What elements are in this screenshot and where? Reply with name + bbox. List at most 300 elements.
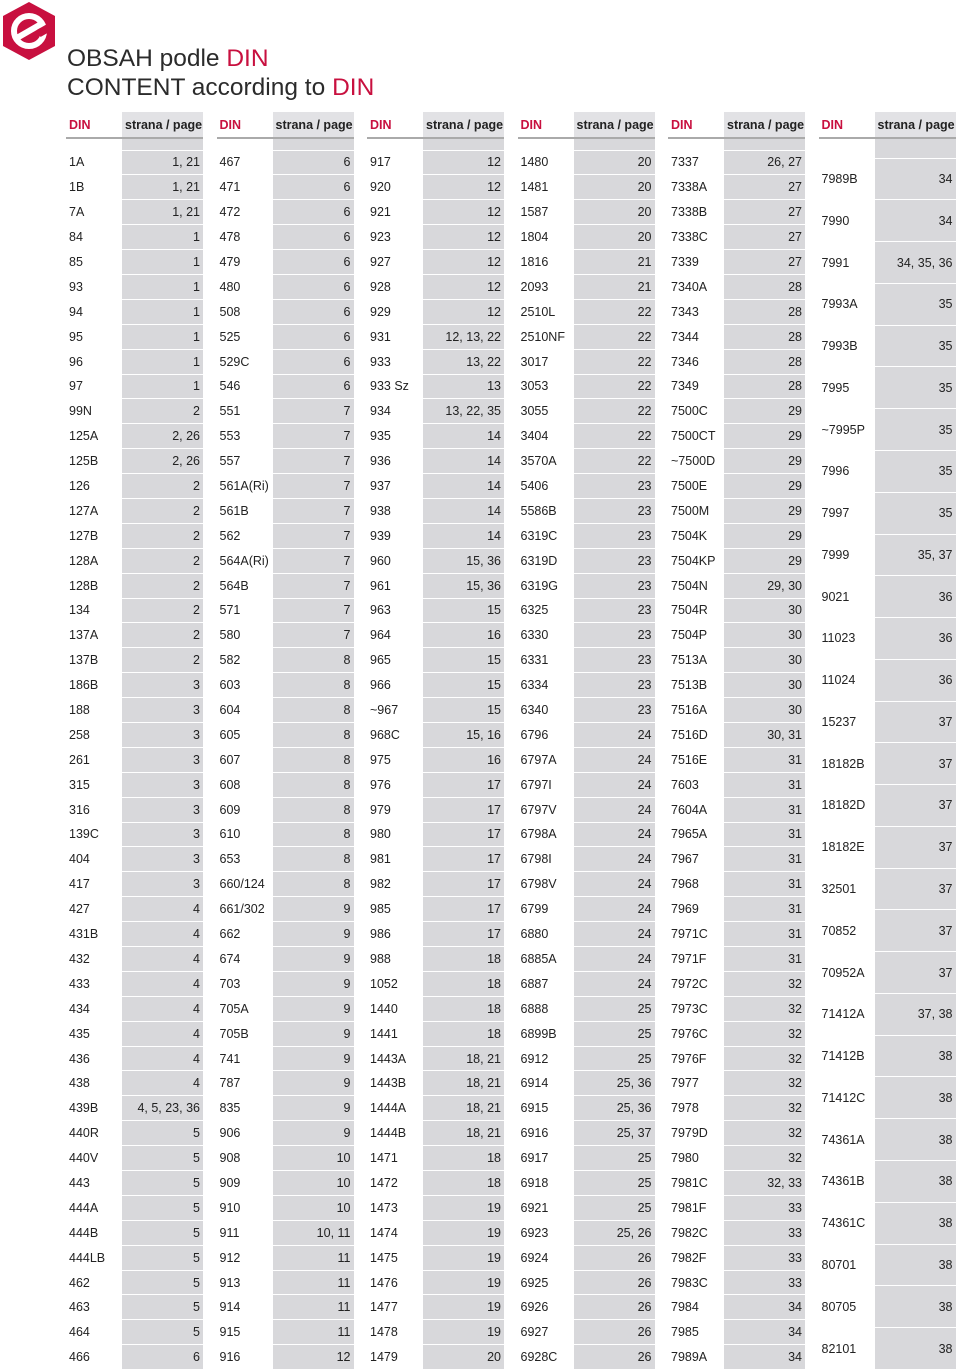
din-number-cell: 137A (66, 623, 122, 648)
page-number-cell: 8 (273, 872, 354, 897)
table-row (217, 1195, 354, 1220)
spacer-cell (122, 138, 203, 150)
din-number-cell: 472 (217, 200, 273, 225)
din-number-cell: 7976C (668, 1021, 724, 1046)
din-number-cell: 9021 (819, 576, 875, 618)
table-row (518, 822, 655, 847)
din-number-cell: 653 (217, 847, 273, 872)
table-row (66, 374, 203, 399)
page-number-cell: 29 (724, 399, 805, 424)
table-row (668, 1121, 805, 1146)
din-number-cell: 7982F (668, 1245, 724, 1270)
page-number-cell: 34 (875, 158, 956, 200)
table-row (668, 673, 805, 698)
table-row (668, 971, 805, 996)
page-number-cell: 2 (122, 623, 203, 648)
table-row (518, 1270, 655, 1295)
page-number-cell: 22 (574, 374, 655, 399)
din-number-cell: 95 (66, 324, 122, 349)
table-row (518, 747, 655, 772)
table-row (217, 747, 354, 772)
table-row (518, 498, 655, 523)
table-row (367, 772, 504, 797)
din-number-cell: 934 (367, 399, 423, 424)
page-number-cell: 8 (273, 797, 354, 822)
table-row (518, 1046, 655, 1071)
din-number-cell: 927 (367, 250, 423, 275)
page-number-cell: 35 (875, 325, 956, 367)
page-number-cell: 19 (423, 1195, 504, 1220)
table-row (217, 1021, 354, 1046)
page-number-cell: 8 (273, 698, 354, 723)
page-number-cell: 2 (122, 648, 203, 673)
table-row (66, 996, 203, 1021)
page-number-cell: 7 (273, 498, 354, 523)
din-number-cell: 7985 (668, 1320, 724, 1345)
page-number-cell: 19 (423, 1245, 504, 1270)
table-row (819, 1328, 956, 1370)
table-row (217, 299, 354, 324)
table-row (217, 150, 354, 175)
page-number-cell: 13 (423, 374, 504, 399)
din-table-column-2 (217, 112, 354, 1370)
table-row (668, 548, 805, 573)
table-row (518, 947, 655, 972)
table-row (668, 1071, 805, 1096)
din-number-cell: 963 (367, 598, 423, 623)
din-number-cell: 84 (66, 225, 122, 250)
table-row (819, 200, 956, 242)
din-number-cell: 705B (217, 1021, 273, 1046)
din-number-cell: 1443A (367, 1046, 423, 1071)
brand-logo-icon (0, 0, 58, 62)
din-number-cell: 571 (217, 598, 273, 623)
table-row (518, 971, 655, 996)
table-row (217, 1046, 354, 1071)
din-number-cell: 7504N (668, 573, 724, 598)
din-number-cell: 917 (367, 150, 423, 175)
table-row (518, 1071, 655, 1096)
table-row (819, 283, 956, 325)
table-row (66, 897, 203, 922)
table-row (518, 1320, 655, 1345)
din-number-cell: 7965A (668, 822, 724, 847)
din-number-cell: 7995 (819, 367, 875, 409)
table-row (518, 424, 655, 449)
page-number-cell: 37 (875, 785, 956, 827)
table-row (668, 1320, 805, 1345)
table-row (66, 1295, 203, 1320)
table-row (66, 847, 203, 872)
din-number-cell: 835 (217, 1096, 273, 1121)
page-number-cell: 7 (273, 548, 354, 573)
din-number-cell: 6923 (518, 1220, 574, 1245)
din-number-cell: 1443B (367, 1071, 423, 1096)
table-row (66, 474, 203, 499)
din-number-cell: 6917 (518, 1146, 574, 1171)
table-row (217, 722, 354, 747)
table-row (518, 225, 655, 250)
table-row (66, 250, 203, 275)
table-row (217, 498, 354, 523)
din-number-cell: 439B (66, 1096, 122, 1121)
table-row (668, 1021, 805, 1046)
din-number-cell: 128B (66, 573, 122, 598)
table-row (217, 847, 354, 872)
page-number-cell: 30 (724, 673, 805, 698)
table-row (66, 424, 203, 449)
page-number-cell: 12 (423, 299, 504, 324)
page-number-cell: 24 (574, 971, 655, 996)
din-table-column-5 (668, 112, 805, 1370)
din-number-cell: 3055 (518, 399, 574, 424)
table-row (66, 698, 203, 723)
din-number-cell: 564A(Ri) (217, 548, 273, 573)
page-number-cell: 19 (423, 1295, 504, 1320)
page-number-cell: 4 (122, 1071, 203, 1096)
page-number-cell: 6 (273, 349, 354, 374)
table-row (367, 175, 504, 200)
table-row (819, 826, 956, 868)
table-row (217, 250, 354, 275)
table-row (819, 325, 956, 367)
page-number-cell: 4 (122, 996, 203, 1021)
din-number-cell: 703 (217, 971, 273, 996)
table-row (66, 722, 203, 747)
table-row (367, 623, 504, 648)
din-number-cell: 7500E (668, 474, 724, 499)
din-number-cell: 6799 (518, 897, 574, 922)
page-number-cell: 35 (875, 367, 956, 409)
din-number-cell: 188 (66, 698, 122, 723)
page-number-cell: 1 (122, 274, 203, 299)
page-number-cell: 18, 21 (423, 1096, 504, 1121)
table-row (367, 474, 504, 499)
table-row (819, 492, 956, 534)
page-number-cell: 38 (875, 1202, 956, 1244)
table-row (66, 1021, 203, 1046)
din-number-cell: 440V (66, 1146, 122, 1171)
din-number-cell: 603 (217, 673, 273, 698)
page-number-cell: 6 (122, 1345, 203, 1370)
page-number-cell: 1 (122, 250, 203, 275)
table-header-row (217, 112, 354, 138)
table-row (819, 910, 956, 952)
table-row (518, 449, 655, 474)
din-number-cell: 7969 (668, 897, 724, 922)
page-number-cell: 19 (423, 1270, 504, 1295)
page-number-cell: 30 (724, 623, 805, 648)
din-number-cell: 6796 (518, 722, 574, 747)
din-number-cell: 914 (217, 1295, 273, 1320)
page-number-cell: 30, 31 (724, 722, 805, 747)
table-row (367, 971, 504, 996)
page-number-cell: 27 (724, 175, 805, 200)
din-number-cell: 923 (367, 225, 423, 250)
din-number-cell: 97 (66, 374, 122, 399)
din-number-cell: 7516D (668, 722, 724, 747)
table-row (668, 623, 805, 648)
table-row (518, 1171, 655, 1196)
table-row (668, 299, 805, 324)
din-number-cell: 607 (217, 747, 273, 772)
din-number-cell: 444A (66, 1195, 122, 1220)
table-row (66, 175, 203, 200)
table-row (217, 175, 354, 200)
din-table-column-1 (66, 112, 203, 1370)
page-number-cell: 38 (875, 1161, 956, 1203)
page-number-cell: 4 (122, 897, 203, 922)
page-number-cell: 6 (273, 324, 354, 349)
page-number-cell: 33 (724, 1195, 805, 1220)
din-number-cell: 71412A (819, 993, 875, 1035)
din-number-cell: 431B (66, 922, 122, 947)
din-number-cell: 909 (217, 1171, 273, 1196)
din-number-cell: 6916 (518, 1121, 574, 1146)
page-number-cell: 24 (574, 772, 655, 797)
page-number-cell: 1 (122, 225, 203, 250)
din-number-cell: 7971C (668, 922, 724, 947)
din-number-cell: 3570A (518, 449, 574, 474)
page-number-cell: 24 (574, 947, 655, 972)
din-number-cell: 7999 (819, 534, 875, 576)
table-row (518, 872, 655, 897)
page-number-cell: 3 (122, 772, 203, 797)
page-number-cell: 12, 13, 22 (423, 324, 504, 349)
page-number-cell: 30 (724, 698, 805, 723)
din-number-cell: 6912 (518, 1046, 574, 1071)
table-row (518, 349, 655, 374)
din-number-cell: 988 (367, 947, 423, 972)
din-number-cell: 546 (217, 374, 273, 399)
din-number-cell: 929 (367, 299, 423, 324)
table-row (668, 1171, 805, 1196)
din-number-cell: 661/302 (217, 897, 273, 922)
table-row (819, 1035, 956, 1077)
page-number-cell: 24 (574, 872, 655, 897)
din-number-cell: 70952A (819, 952, 875, 994)
page-number-cell: 21 (574, 250, 655, 275)
din-number-cell: 438 (66, 1071, 122, 1096)
din-number-cell: 1052 (367, 971, 423, 996)
din-index-grid (66, 112, 956, 1370)
page-number-cell: 20 (574, 150, 655, 175)
page-number-cell: 20 (574, 225, 655, 250)
din-number-cell: 7983C (668, 1270, 724, 1295)
page-number-cell: 9 (273, 1071, 354, 1096)
din-number-cell: 913 (217, 1270, 273, 1295)
header-spacer (217, 138, 354, 150)
page-number-cell: 26 (574, 1270, 655, 1295)
din-number-cell: 1471 (367, 1146, 423, 1171)
page-number-cell: 38 (875, 1286, 956, 1328)
table-row (217, 200, 354, 225)
table-row (819, 1244, 956, 1286)
table-row (367, 847, 504, 872)
table-row (367, 548, 504, 573)
table-row (668, 996, 805, 1021)
din-number-cell: 1816 (518, 250, 574, 275)
table-row (217, 772, 354, 797)
table-row (668, 797, 805, 822)
page-number-cell: 19 (423, 1220, 504, 1245)
din-number-cell: 74361B (819, 1161, 875, 1203)
page-number-cell: 16 (423, 747, 504, 772)
page-number-cell: 17 (423, 922, 504, 947)
din-number-cell: 6921 (518, 1195, 574, 1220)
din-number-cell: 525 (217, 324, 273, 349)
din-number-cell: ~7995P (819, 409, 875, 451)
page-number-cell: 18 (423, 1021, 504, 1046)
table-row (668, 374, 805, 399)
din-number-cell: 464 (66, 1320, 122, 1345)
table-row (668, 1195, 805, 1220)
page-number-cell: 15, 16 (423, 722, 504, 747)
spacer-cell (367, 138, 423, 150)
page-number-cell: 8 (273, 772, 354, 797)
column-header-din: DIN (367, 112, 423, 138)
table-row (668, 274, 805, 299)
page-number-cell: 5 (122, 1195, 203, 1220)
table-row (66, 1245, 203, 1270)
page-number-cell: 17 (423, 822, 504, 847)
page-number-cell: 2, 26 (122, 449, 203, 474)
table-row (367, 1171, 504, 1196)
table-row (367, 399, 504, 424)
din-number-cell: 1472 (367, 1171, 423, 1196)
table-row (217, 1146, 354, 1171)
table-row (518, 1345, 655, 1370)
table-row (668, 822, 805, 847)
page-number-cell: 34, 35, 36 (875, 242, 956, 284)
din-number-cell: 137B (66, 648, 122, 673)
table-row (668, 947, 805, 972)
din-number-cell: 85 (66, 250, 122, 275)
din-number-cell: 436 (66, 1046, 122, 1071)
page-number-cell: 32 (724, 1046, 805, 1071)
din-number-cell: 1587 (518, 200, 574, 225)
page-number-cell: 38 (875, 1035, 956, 1077)
table-row (819, 158, 956, 200)
page-number-cell: 32, 33 (724, 1171, 805, 1196)
din-number-cell: 6331 (518, 648, 574, 673)
din-number-cell: 1477 (367, 1295, 423, 1320)
din-number-cell: 741 (217, 1046, 273, 1071)
page-number-cell: 7 (273, 449, 354, 474)
table-row (819, 1119, 956, 1161)
page-number-cell: 22 (574, 324, 655, 349)
page-number-cell: 8 (273, 648, 354, 673)
page-number-cell: 23 (574, 598, 655, 623)
din-number-cell: 980 (367, 822, 423, 847)
din-number-cell: 921 (367, 200, 423, 225)
table-row (668, 349, 805, 374)
table-row (518, 274, 655, 299)
din-number-cell: 674 (217, 947, 273, 972)
table-row (668, 1345, 805, 1370)
din-number-cell: 6798V (518, 872, 574, 897)
table-row (819, 409, 956, 451)
page-number-cell: 29 (724, 424, 805, 449)
din-number-cell: 126 (66, 474, 122, 499)
page-number-cell: 1, 21 (122, 150, 203, 175)
table-row (217, 374, 354, 399)
din-number-cell: 529C (217, 349, 273, 374)
table-row (819, 1202, 956, 1244)
page-number-cell: 18, 21 (423, 1121, 504, 1146)
din-number-cell: ~967 (367, 698, 423, 723)
page-number-cell: 3 (122, 872, 203, 897)
din-number-cell: 7349 (668, 374, 724, 399)
page-number-cell: 12 (423, 175, 504, 200)
din-number-cell: 915 (217, 1320, 273, 1345)
din-number-cell: 939 (367, 523, 423, 548)
column-header-page: strana / page (423, 112, 504, 138)
page-number-cell: 38 (875, 1244, 956, 1286)
page-number-cell: 5 (122, 1245, 203, 1270)
table-row (66, 399, 203, 424)
page-number-cell: 1 (122, 299, 203, 324)
table-row (367, 747, 504, 772)
page-number-cell: 9 (273, 1021, 354, 1046)
page-number-cell: 32 (724, 1121, 805, 1146)
din-number-cell: 608 (217, 772, 273, 797)
din-number-cell: 1444A (367, 1096, 423, 1121)
page-number-cell: 8 (273, 747, 354, 772)
page-number-cell: 18, 21 (423, 1071, 504, 1096)
din-number-cell: 561B (217, 498, 273, 523)
table-row (668, 1046, 805, 1071)
table-row (367, 1121, 504, 1146)
table-row (819, 450, 956, 492)
table-row (217, 872, 354, 897)
table-row (819, 367, 956, 409)
table-row (367, 523, 504, 548)
din-number-cell: 70852 (819, 910, 875, 952)
table-row (367, 1096, 504, 1121)
table-row (367, 299, 504, 324)
table-row (819, 701, 956, 743)
page-number-cell: 14 (423, 523, 504, 548)
page-number-cell: 25 (574, 1171, 655, 1196)
din-number-cell: 7504P (668, 623, 724, 648)
table-row (367, 1220, 504, 1245)
din-number-cell: 404 (66, 847, 122, 872)
page-number-cell: 8 (273, 847, 354, 872)
page-number-cell: 37, 38 (875, 993, 956, 1035)
din-number-cell: 7346 (668, 349, 724, 374)
table-row (217, 623, 354, 648)
din-number-cell: 7971F (668, 947, 724, 972)
table-row (66, 747, 203, 772)
table-row (367, 1320, 504, 1345)
table-row (518, 1220, 655, 1245)
page-number-cell: 16 (423, 623, 504, 648)
table-row (819, 743, 956, 785)
din-number-cell: 660/124 (217, 872, 273, 897)
page-number-cell: 15, 36 (423, 548, 504, 573)
page-number-cell: 29 (724, 548, 805, 573)
page-number-cell: 34 (724, 1320, 805, 1345)
header-spacer (66, 138, 203, 150)
page-number-cell: 26 (574, 1295, 655, 1320)
page-number-cell: 5 (122, 1146, 203, 1171)
table-row (668, 250, 805, 275)
din-number-cell: 1B (66, 175, 122, 200)
table-row (217, 548, 354, 573)
table-row (66, 1146, 203, 1171)
table-row (518, 1245, 655, 1270)
